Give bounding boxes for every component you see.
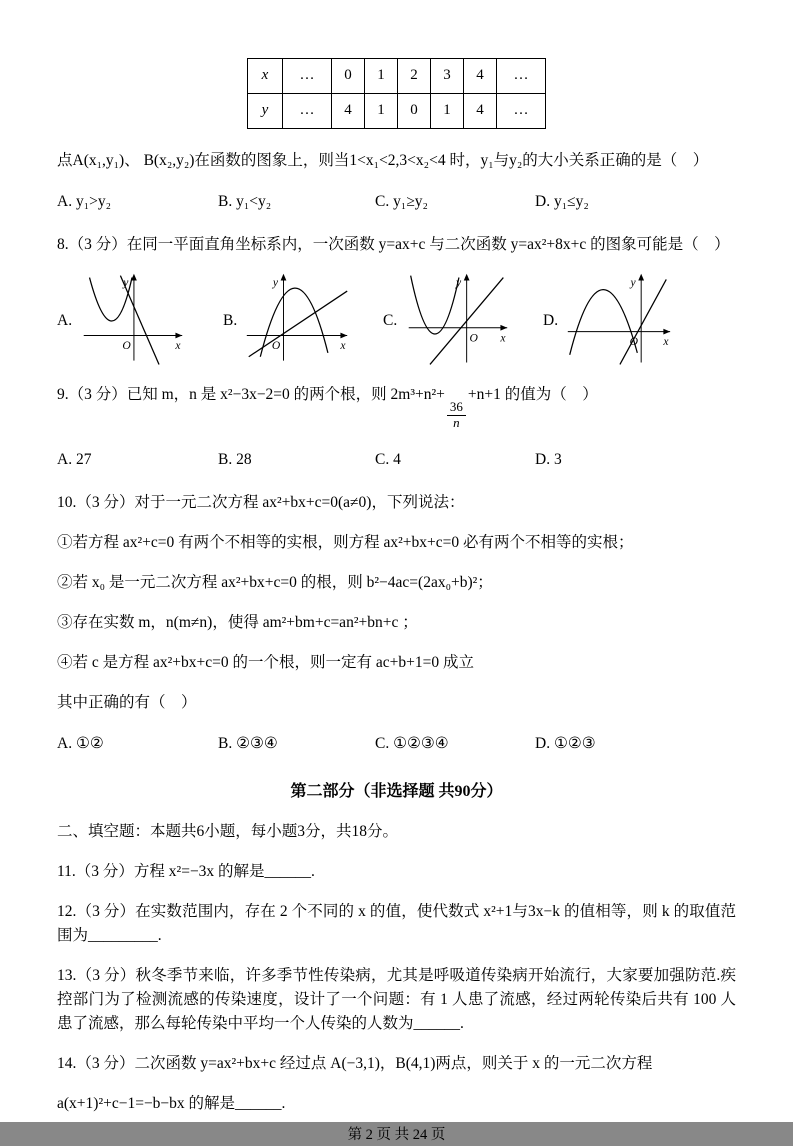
x-axis-arrow-icon	[341, 333, 348, 339]
y-axis-arrow-icon	[638, 274, 644, 281]
q7-option-d: D. y₁≤y₂	[535, 193, 589, 211]
origin-label: O	[629, 335, 639, 349]
table-cell: 4	[464, 94, 497, 129]
table-cell: 1	[365, 59, 398, 94]
table-cell: y	[248, 94, 283, 129]
graph-c-figure	[401, 271, 513, 371]
x-axis-label: x	[500, 331, 506, 345]
x-axis-arrow-icon	[176, 333, 183, 339]
q9-option-c: C. 4	[375, 450, 401, 468]
q14-stem-line1: 14.（3 分）二次函数 y=ax²+bx+c 经过点 A(−3,1)，B(4,1)两点，则关于 x 的一元二次方程	[57, 1054, 653, 1072]
q10-question-tail: 其中正确的有（ ）	[57, 693, 197, 711]
origin-label: O	[122, 339, 131, 353]
q8-graph-a	[57, 271, 223, 371]
y-axis-label: y	[630, 276, 636, 290]
q10-option-d: D. ①②③	[535, 734, 596, 752]
section-2-title: 第二部分（非选择题 共90分）	[290, 782, 503, 800]
q7-text: 点A(x₁,y₁)、 B(x₂,y₂)在函数的图象上，则当1<x₁<2,3<x₂<4 时，y₁与y₂的大小关系正确的是（ ）	[57, 152, 709, 169]
q8-label-d: D.	[543, 312, 559, 330]
fraction-numerator: 36	[447, 400, 466, 416]
q8-graph-b	[223, 271, 383, 371]
table-cell: 2	[398, 59, 431, 94]
graph-b-figure	[241, 271, 353, 371]
q9-options	[57, 448, 736, 472]
q12-stem: 12.（3 分）在实数范围内，存在 2 个不同的 x 的值，使代数式 x²+1与3x−k 的值相等，则 k 的取值范围为_________.	[57, 902, 736, 944]
table-cell: …	[497, 94, 546, 129]
q9-stem-post: +n+1 的值为（ ）	[467, 386, 598, 404]
q10-option-b: B. ②③④	[218, 734, 278, 752]
graph-d-figure	[562, 271, 674, 371]
origin-label: O	[272, 339, 281, 353]
q11-stem: 11.（3 分）方程 x²=−3x 的解是______.	[57, 862, 315, 880]
table-cell: 4	[332, 94, 365, 129]
q9-option-b: B. 28	[218, 450, 252, 468]
table-cell: 1	[431, 94, 464, 129]
q8-stem: 8.（3 分）在同一平面直角坐标系内，一次函数 y=ax+c 与二次函数 y=ax²+8x+c 的图象可能是（ ）	[57, 236, 730, 254]
q9-stem-pre: 9.（3 分）已知 m，n 是 x²−3x−2=0 的两个根，则 2m³+n²+	[57, 386, 445, 404]
table-cell: x	[248, 59, 283, 94]
parabola-curve	[411, 276, 459, 334]
q7-options	[57, 190, 736, 214]
page-footer: 第 2 页 共 24 页	[347, 1126, 446, 1143]
x-axis-label: x	[175, 339, 181, 353]
table-cell: …	[497, 59, 546, 94]
x-axis-label: x	[340, 339, 346, 353]
y-axis-label: y	[273, 276, 279, 290]
q8-label-c: C.	[383, 312, 398, 330]
y-axis-label: y	[123, 276, 129, 290]
table-cell: 0	[332, 59, 365, 94]
fraction-36-over-n	[447, 400, 466, 431]
q10-option-c: C. ①②③④	[375, 734, 449, 752]
table-cell: 4	[464, 59, 497, 94]
q10-statement-2: ②若 x₀ 是一元二次方程 ax²+bx+c=0 的根，则 b²−4ac=(2ax₀+b)²；	[57, 573, 493, 591]
q10-statement-3: ③存在实数 m，n(m≠n)，使得 am²+bm+c=an²+bn+c ；	[57, 613, 418, 631]
q7-option-b: B. y₁<y₂	[218, 193, 272, 211]
table-row	[248, 94, 546, 129]
q8-graphs	[57, 271, 736, 371]
x-axis-label: x	[663, 335, 669, 349]
section-2-subtitle: 二、填空题：本题共6小题，每小题3分，共18分。	[57, 822, 399, 840]
q8-label-a: A.	[57, 312, 73, 330]
y-axis-label: y	[456, 276, 462, 290]
table-cell: 1	[365, 94, 398, 129]
table-cell: 0	[398, 94, 431, 129]
line-curve	[249, 291, 347, 357]
x-axis-arrow-icon	[663, 329, 670, 335]
origin-label: O	[469, 331, 479, 345]
value-table	[247, 58, 546, 129]
table-cell: …	[283, 94, 332, 129]
q7-option-a: A. y₁>y₂	[57, 193, 111, 211]
q8-label-b: B.	[223, 312, 238, 330]
fraction-denominator: n	[453, 414, 460, 430]
parabola-curve	[570, 290, 638, 355]
x-axis-arrow-icon	[501, 325, 508, 331]
parabola-curve	[261, 288, 329, 357]
table-row	[248, 59, 546, 94]
q8-graph-d	[543, 271, 736, 371]
table-cell: 3	[431, 59, 464, 94]
q9-stem	[57, 383, 736, 431]
q13-stem: 13.（3 分）秋冬季节来临，许多季节性传染病，尤其是呼吸道传染病开始流行，大家要加强防范.疾控部门为了检测流感的传染速度，设计了一个问题：有 1 人患了流感，经过两轮传染后共有 100 人患了流感，那么每轮传染中平均一个人传染的人数为______.	[57, 966, 736, 1032]
q10-stem: 10.（3 分）对于一元二次方程 ax²+bx+c=0(a≠0)，下列说法：	[57, 493, 465, 511]
q10-statement-1: ①若方程 ax²+c=0 有两个不相等的实根，则方程 ax²+bx+c=0 必有两个不相等的实根；	[57, 533, 634, 551]
q10-statement-4: ④若 c 是方程 ax²+bx+c=0 的一个根，则一定有 ac+b+1=0 成立	[57, 653, 474, 671]
q8-graph-c	[383, 271, 543, 371]
table-cell: …	[283, 59, 332, 94]
q7-option-c: C. y₁≥y₂	[375, 193, 428, 211]
y-axis-arrow-icon	[281, 274, 287, 281]
y-axis-arrow-icon	[464, 274, 470, 281]
graph-a-figure	[76, 271, 188, 371]
q10-options	[57, 732, 736, 756]
q9-option-d: D. 3	[535, 450, 562, 468]
q10-option-a: A. ①②	[57, 734, 104, 752]
q14-stem-line2: a(x+1)²+c−1=−b−bx 的解是______.	[57, 1094, 286, 1112]
q9-option-a: A. 27	[57, 450, 92, 468]
